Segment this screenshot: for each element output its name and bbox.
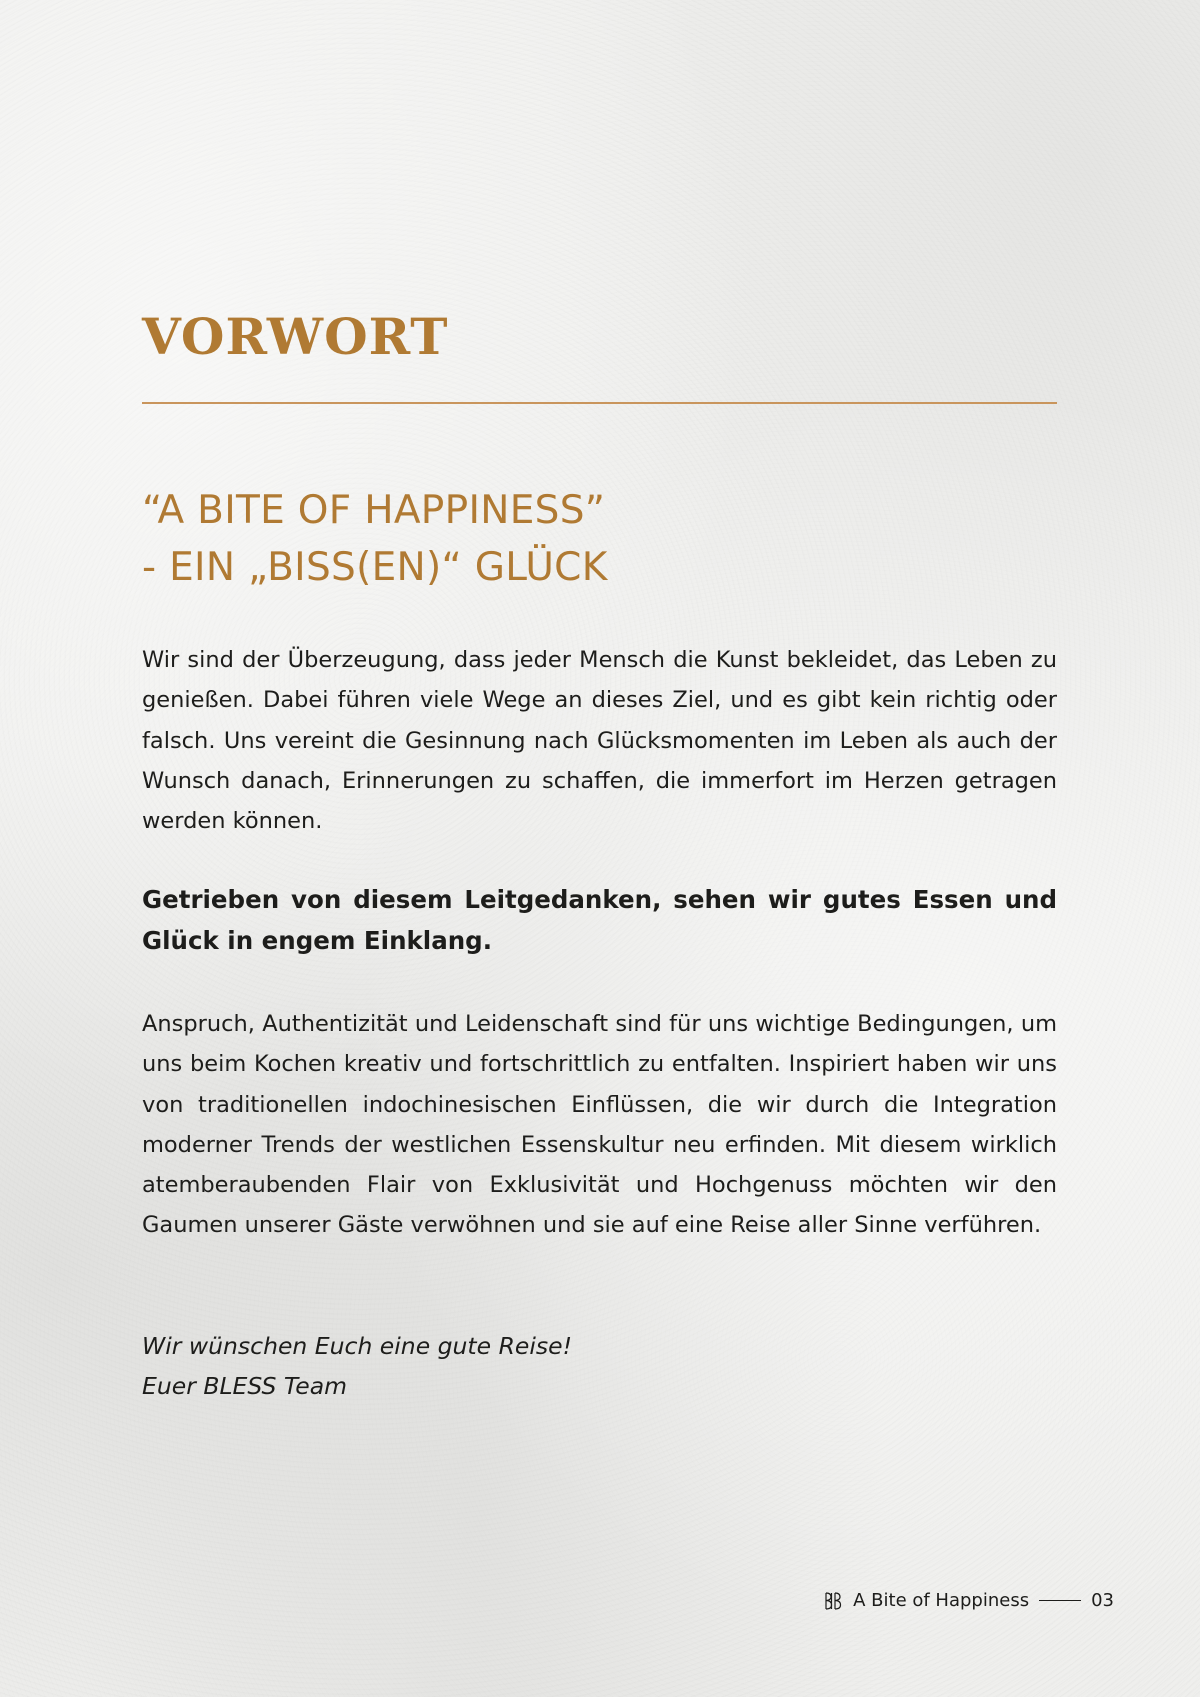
- page-title: VORWORT: [142, 307, 449, 366]
- signoff-line-2: Euer BLESS Team: [142, 1372, 348, 1400]
- footer-rule: [1039, 1600, 1081, 1601]
- footer-label: A Bite of Happiness: [853, 1590, 1030, 1611]
- page-number: 03: [1091, 1590, 1114, 1611]
- signoff-line-1: Wir wünschen Euch eine gute Reise!: [142, 1332, 573, 1360]
- bless-monogram-icon: [823, 1591, 845, 1611]
- highlight-paragraph: Getrieben von diesem Leitgedanken, sehen wir gutes Essen und Glück in engem Einklang.: [142, 885, 1057, 955]
- subtitle-line-1: “A BITE OF HAPPINESS”: [142, 488, 606, 533]
- title-divider: [142, 402, 1057, 404]
- philosophy-paragraph: Anspruch, Authentizität und Leidenschaft sind für uns wichtige Bedingungen, um uns beim Kochen kreativ und fortschrittlich zu entfalten. Inspiriert haben wir uns von traditionellen indochinesischen Einflüssen, die wir durch die Integration moderner Trends der westlichen Essenskultur neu erfinden. Mit diesem wirklich atemberaubenden Flair von Exklusivität und Hochgenuss möchten wir den Gaumen unserer Gäste verwöhnen und sie auf eine Reise aller Sinne verführen.: [142, 1011, 1057, 1239]
- page-footer: [823, 1590, 1114, 1611]
- intro-paragraph: Wir sind der Überzeugung, dass jeder Mensch die Kunst bekleidet, das Leben zu genießen. Dabei führen viele Wege an dieses Ziel, und es gibt kein richtig oder falsch. Uns vereint die Gesinnung nach Glücksmomenten im Leben als auch der Wunsch danach, Erinnerungen zu schaffen, die immerfort im Herzen getragen werden können.: [142, 647, 1057, 835]
- subtitle-line-2: - EIN „BISS(EN)“ GLÜCK: [142, 545, 608, 590]
- subtitle: [142, 482, 608, 596]
- signoff: [142, 1326, 572, 1406]
